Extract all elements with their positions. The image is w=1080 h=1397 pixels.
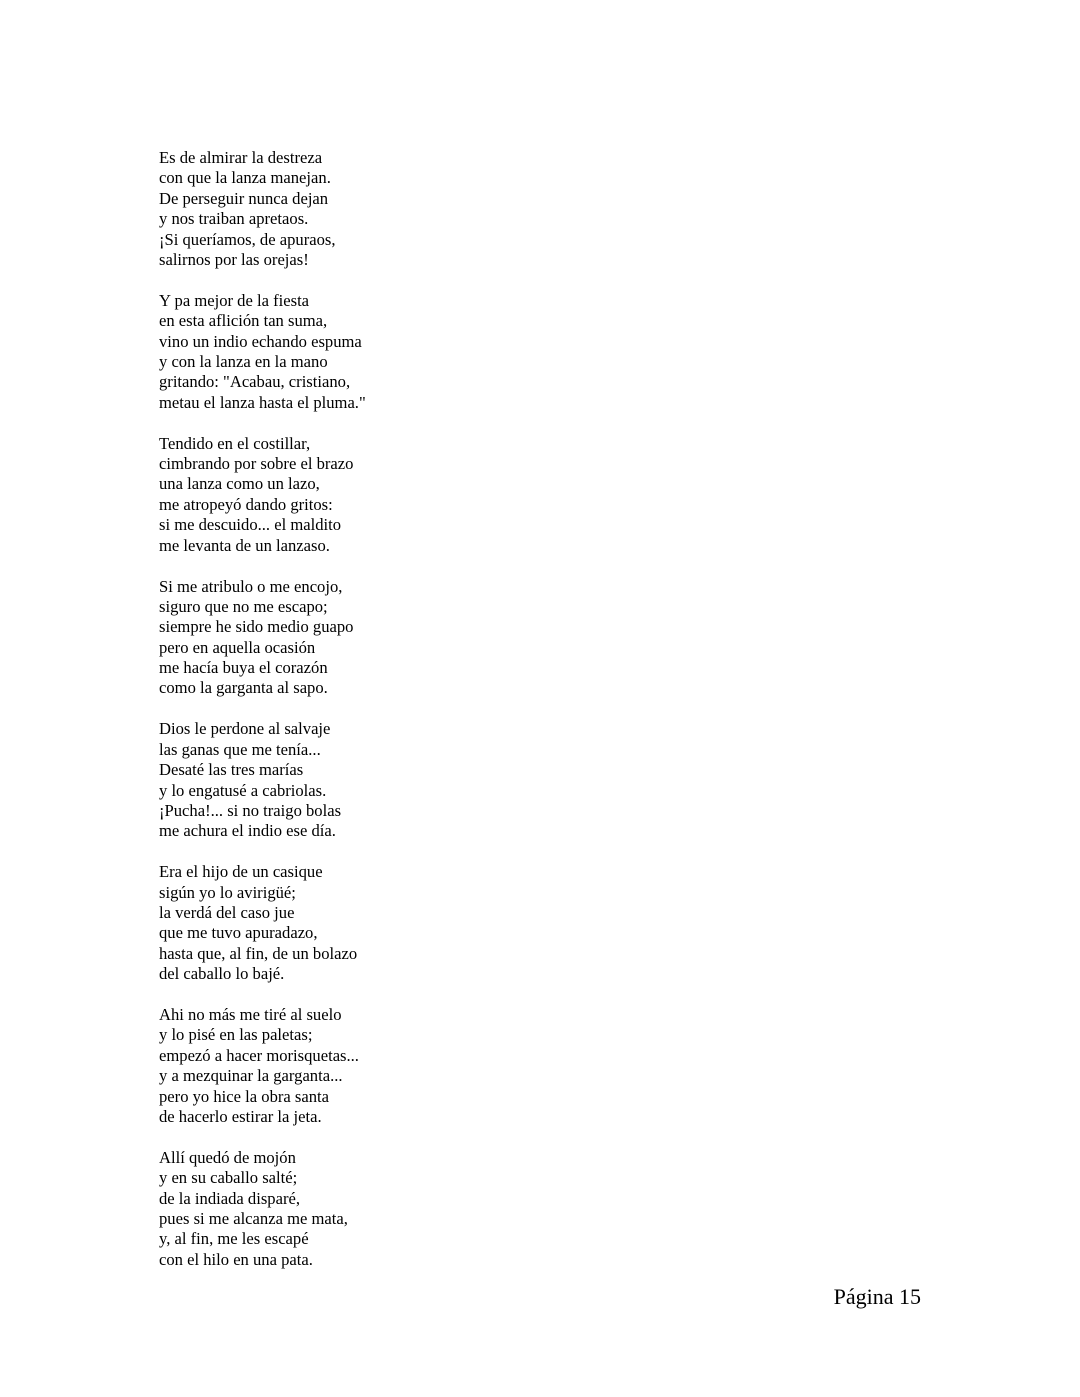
verse-line: me achura el indio ese día. (159, 821, 336, 841)
verse-line: me hacía buya el corazón (159, 658, 328, 678)
verse-line: una lanza como un lazo, (159, 474, 320, 494)
verse-line: siempre he sido medio guapo (159, 617, 354, 637)
verse-line: salirnos por las orejas! (159, 249, 309, 269)
verse-line: gritando: "Acabau, cristiano, (159, 372, 351, 392)
verse-line: pues si me alcanza me mata, (159, 1209, 348, 1229)
verse-line: Allí quedó de mojón (159, 1147, 296, 1167)
page-number: Página 15 (833, 1284, 921, 1309)
verse-line: Dios le perdone al salvaje (159, 719, 331, 739)
verse-line: cimbrando por sobre el brazo (159, 454, 354, 474)
verse-line: Desaté las tres marías (159, 760, 304, 780)
verse-line: y con la lanza en la mano (159, 352, 328, 372)
verse-line: las ganas que me tenía... (159, 739, 321, 759)
verse-line: Ahi no más me tiré al suelo (159, 1005, 342, 1025)
verse-line: ¡Si queríamos, de apuraos, (159, 229, 336, 249)
verse-line: y lo engatusé a cabriolas. (159, 780, 327, 800)
verse-line: en esta aflición tan suma, (159, 311, 328, 331)
verse-line: Y pa mejor de la fiesta (159, 290, 310, 310)
verse-line: Si me atribulo o me encojo, (159, 576, 343, 596)
verse-line: de hacerlo estirar la jeta. (159, 1107, 322, 1127)
stanza (159, 148, 559, 270)
verse-line: hasta que, al fin, de un bolazo (159, 943, 358, 963)
verse-line: si me descuido... el maldito (159, 515, 342, 535)
verse-line: me atropeyó dando gritos: (159, 494, 333, 514)
stanza (159, 862, 559, 984)
stanza (159, 719, 559, 841)
verse-line: con que la lanza manejan. (159, 168, 331, 188)
stanza (159, 1148, 559, 1270)
poem-body (159, 148, 559, 1291)
verse-line: Es de almirar la destreza (159, 148, 323, 167)
verse-line: ¡Pucha!... si no traigo bolas (159, 800, 342, 820)
verse-line: del caballo lo bajé. (159, 964, 285, 984)
verse-line: pero yo hice la obra santa (159, 1086, 330, 1106)
verse-line: y, al fin, me les escapé (159, 1229, 309, 1249)
verse-line: De perseguir nunca dejan (159, 188, 329, 208)
verse-line: metau el lanza hasta el pluma." (159, 392, 366, 412)
verse-line: y nos traiban apretaos. (159, 209, 309, 229)
verse-line: la verdá del caso jue (159, 903, 295, 922)
stanza (159, 577, 559, 699)
verse-line: empezó a hacer morisquetas... (159, 1045, 359, 1065)
verse-line: y en su caballo salté; (159, 1168, 298, 1188)
stanza (159, 1005, 559, 1127)
verse-line: me levanta de un lanzaso. (159, 535, 330, 555)
stanza (159, 291, 559, 413)
verse-line: y lo pisé en las paletas; (159, 1025, 313, 1045)
verse-line: sigún yo lo avirigüé; (159, 882, 296, 902)
verse-line: siguro que no me escapo; (159, 596, 328, 616)
stanza (159, 434, 559, 556)
verse-line: Era el hijo de un casique (159, 862, 323, 882)
verse-line: con el hilo en una pata. (159, 1249, 313, 1269)
verse-line: vino un indio echando espuma (159, 331, 362, 351)
verse-line: y a mezquinar la garganta... (159, 1066, 343, 1086)
verse-line: que me tuvo apuradazo, (159, 923, 318, 943)
verse-line: de la indiada disparé, (159, 1188, 300, 1208)
verse-line: Tendido en el costillar, (159, 433, 311, 453)
verse-line: pero en aquella ocasión (159, 637, 316, 657)
verse-line: como la garganta al sapo. (159, 678, 328, 698)
